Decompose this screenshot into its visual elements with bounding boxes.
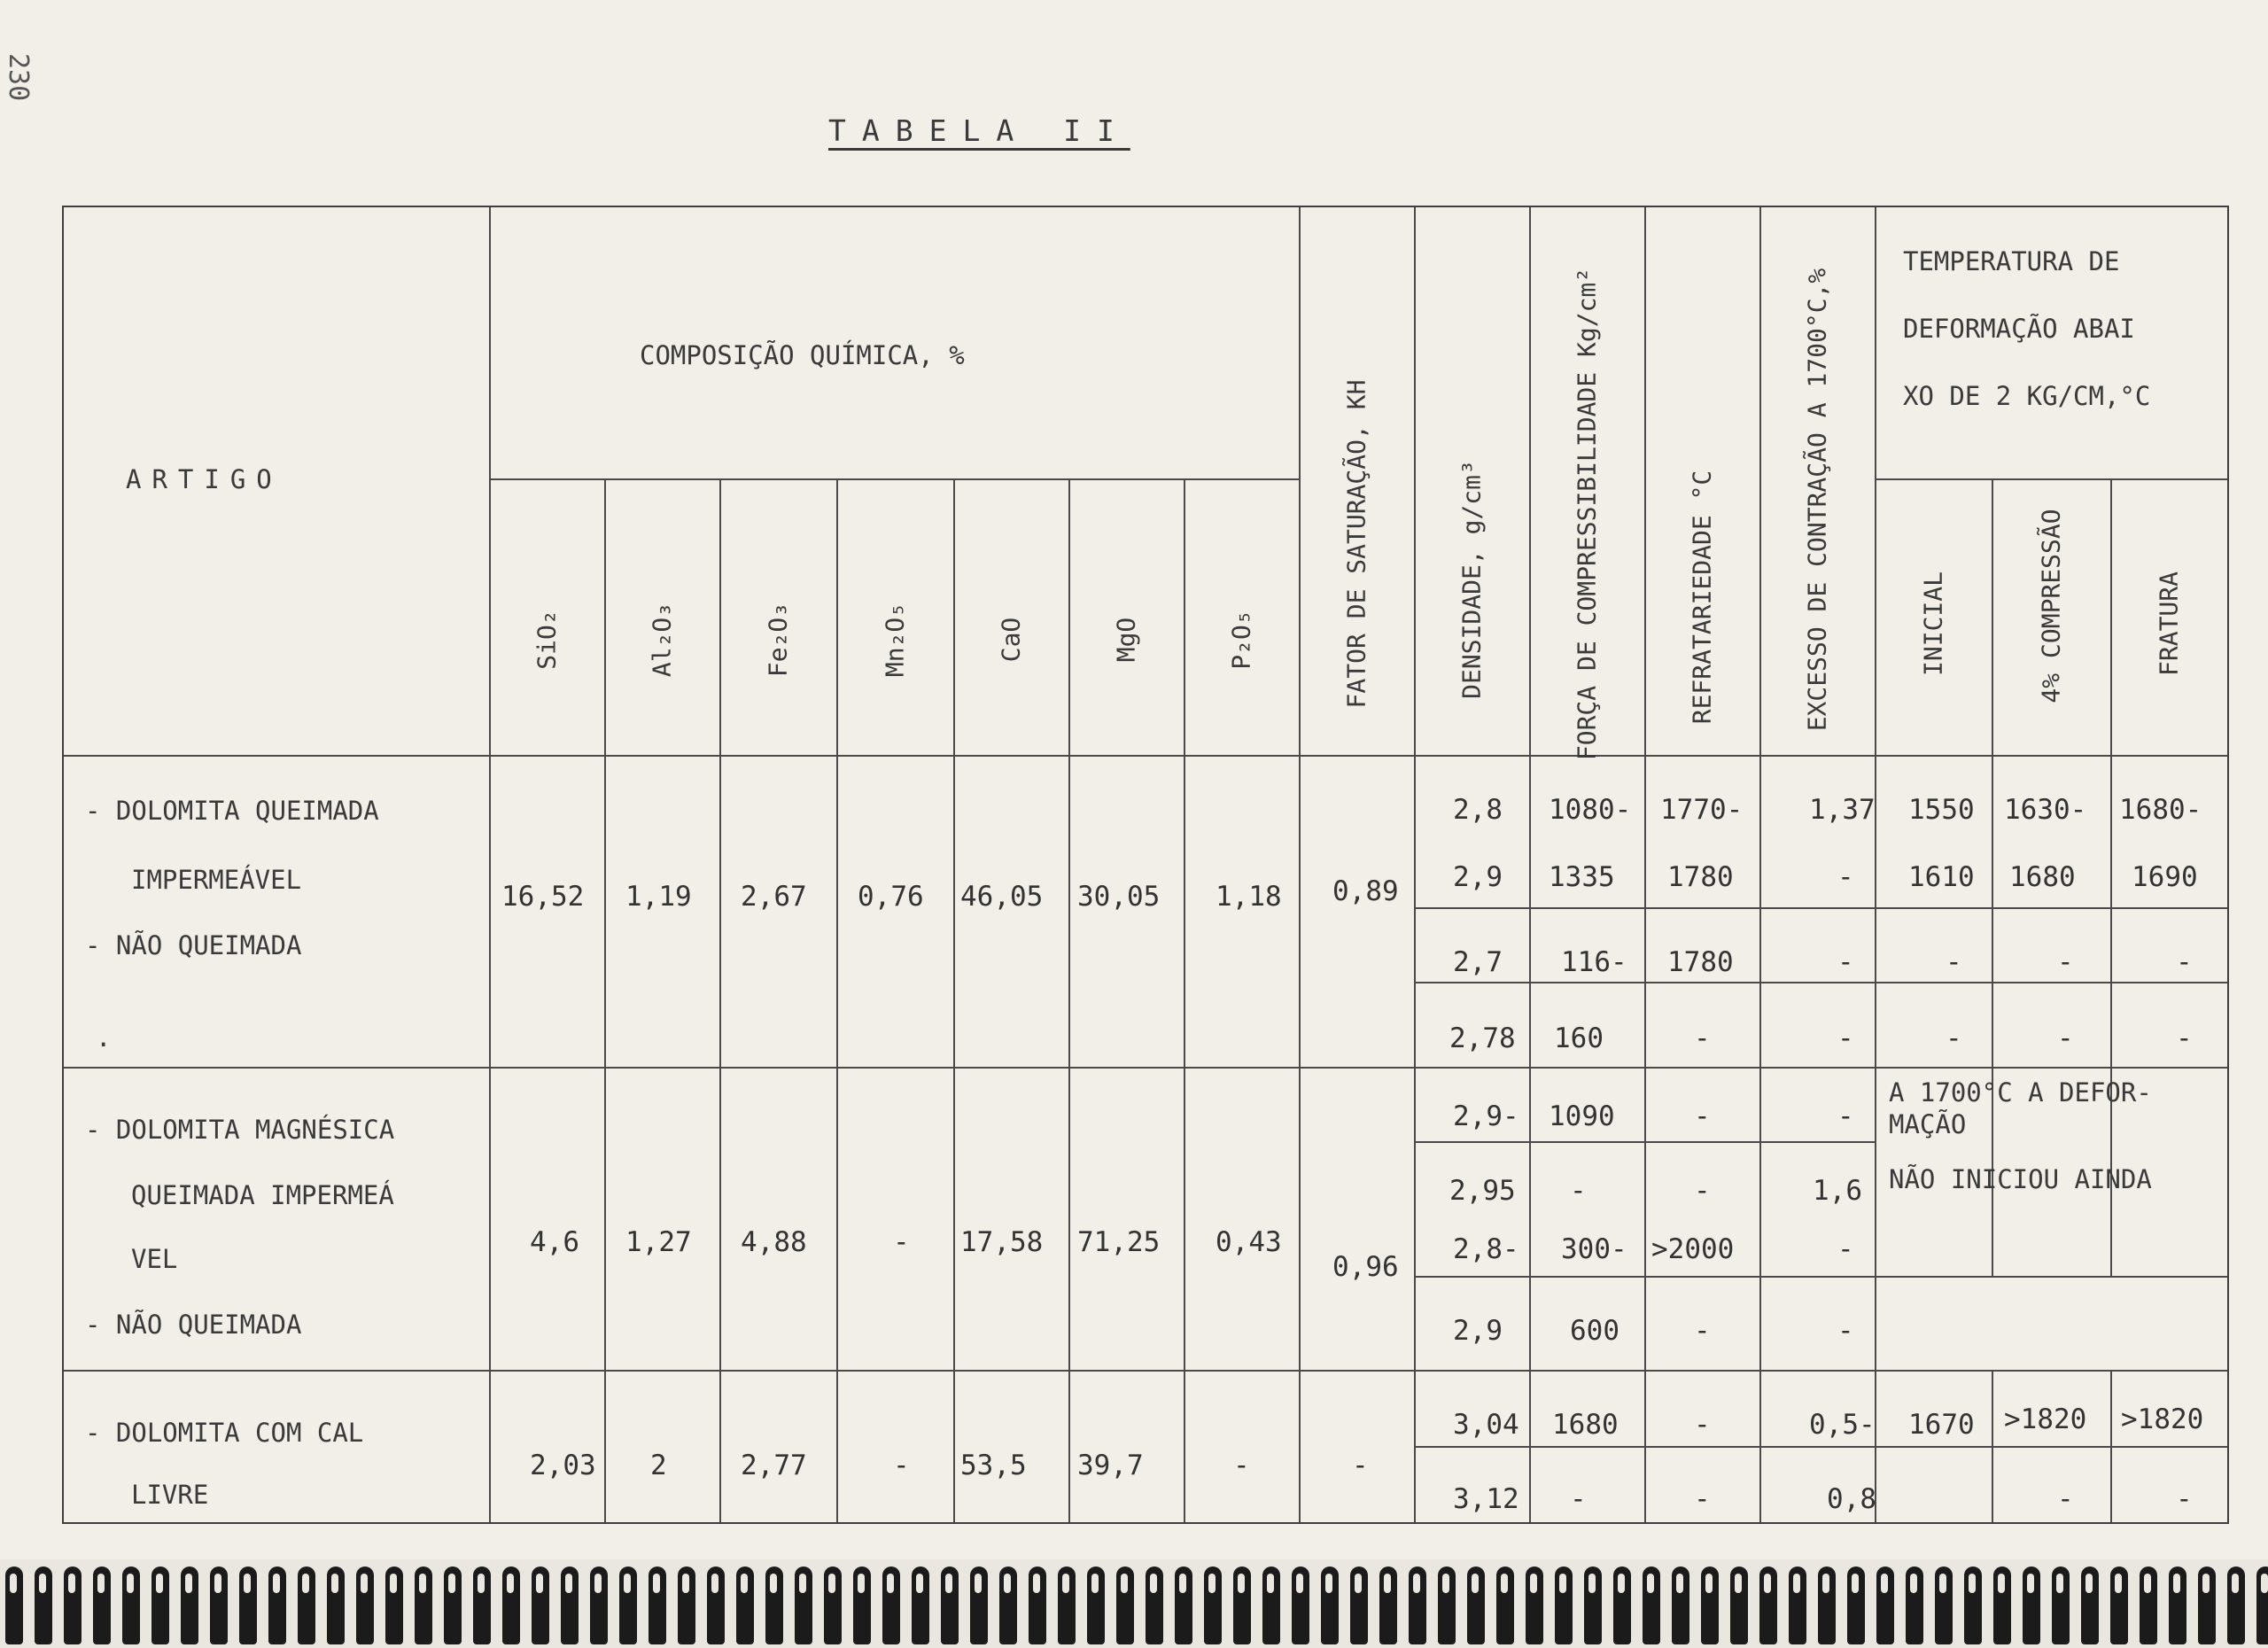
binding-coil [2227,1566,2245,1644]
refrat-value: >2000 [1651,1233,1735,1265]
binding-coil [1730,1566,1748,1644]
refrat-value: - [1694,1022,1711,1054]
binding-coil [1643,1566,1660,1644]
row-divider [64,755,2227,757]
forca-header: FORÇA DE COMPRESSIBILIDADE Kg/cm² [1572,267,1602,761]
binding-coil [999,1566,1017,1644]
temperatura-header-line2: DEFORMAÇÃO ABAI [1903,314,2135,344]
forca-value: 1080- [1549,794,1632,826]
data-table [62,206,2229,1524]
col-divider [1068,478,1070,1522]
densidade-value: 2,8 [1453,794,1503,826]
refrat-value: 1780 [1667,946,1734,978]
excesso-value: - [1837,946,1854,978]
oxide-fe2o3: Fe₂O₃ [763,602,793,678]
binding-coil [941,1566,959,1644]
temp-note: NÃO INICIOU AINDA [1889,1164,2152,1194]
inicial-value: 1550 [1908,794,1975,826]
densidade-value: 2,7 [1453,946,1503,978]
refrat-value: - [1694,1315,1711,1347]
article-label: - DOLOMITA MAGNÉSICA [85,1115,395,1145]
temp-note: MAÇÃO [1889,1109,1967,1139]
temp-fratura-header: FRATURA [2154,571,2184,677]
binding-coil [1993,1566,2011,1644]
inicial-value: 1610 [1908,861,1975,893]
col-divider [2110,478,2112,1276]
col-divider [719,478,721,1522]
row-divider [1414,982,2227,983]
binding-coil [1438,1566,1456,1644]
excesso-value: 1,6 [1813,1175,1862,1207]
binding-coil [795,1566,812,1644]
comp-value: 2,67 [741,881,807,913]
binding-coil [268,1566,286,1644]
binding-coil [415,1566,432,1644]
row-divider [1414,1446,2227,1448]
binding-coil [882,1566,900,1644]
comp-value: 1,27 [625,1226,692,1258]
binding-coil [1029,1566,1046,1644]
oxide-p2o5: P₂O₅ [1226,610,1256,670]
excesso-value: 1,37 [1809,794,1876,826]
inicial-value: - [1946,946,1962,978]
fator-value: 0,89 [1332,875,1399,907]
binding-coil [1701,1566,1719,1644]
binding-coil [356,1566,374,1644]
binding-coil [1204,1566,1222,1644]
temperatura-header-line3: XO DE 2 KG/CM,°C [1903,381,2151,411]
comp-value: 0,76 [858,881,924,913]
binding-coil [151,1566,169,1644]
col-divider [1992,478,1993,1276]
comp-value: 1,19 [625,881,692,913]
binding-coil [1146,1566,1163,1644]
binding-coil [649,1566,666,1644]
compressao-value: 1680 [2009,861,2076,893]
forca-value: 300- [1561,1233,1627,1265]
binding-coil [1467,1566,1485,1644]
fratura-value: - [2176,1022,2193,1054]
row-divider [1414,1141,1875,1143]
refrat-value: 1770- [1660,794,1744,826]
excesso-value: - [1837,1233,1854,1265]
col-divider [836,478,838,1522]
densidade-value: 3,04 [1453,1409,1519,1441]
inicial-value: - [1946,1022,1962,1054]
refrat-value: - [1694,1100,1711,1132]
densidade-value: 2,9 [1453,1315,1503,1347]
binding-coil [1233,1566,1251,1644]
article-label: . [96,1022,112,1053]
article-label: IMPERMEÁVEL [131,865,302,895]
forca-value: 1090 [1549,1100,1615,1132]
refrat-value: - [1694,1175,1711,1207]
comp-value: - [893,1450,910,1481]
binding-coil [1613,1566,1631,1644]
densidade-value: 2,9- [1453,1100,1519,1132]
binding-coil [502,1566,520,1644]
binding-coil [1847,1566,1865,1644]
fratura-value: - [2176,946,2193,978]
row-divider [1414,907,2227,909]
binding-coil [707,1566,725,1644]
comp-value: 46,05 [960,881,1044,913]
binding-coil [736,1566,754,1644]
temp-compressao-header: 4% COMPRESSÃO [2036,509,2066,704]
compressao-value: 1630- [2004,794,2087,826]
binding-coil [298,1566,315,1644]
binding-coil [561,1566,579,1644]
row-divider [64,1370,2227,1372]
excesso-value: 0,5- [1809,1409,1876,1441]
col-divider [1299,207,1301,1522]
binding-coil [5,1566,23,1644]
col-divider [953,478,955,1522]
binding-coil [1409,1566,1426,1644]
binding-coil [1350,1566,1368,1644]
excesso-value: - [1837,1022,1854,1054]
densidade-value: 3,12 [1453,1483,1519,1515]
col-divider [1414,207,1416,1522]
binding-coil [1292,1566,1309,1644]
comp-value: 2,77 [741,1450,807,1481]
col-divider [1759,207,1761,1522]
col-divider [489,207,491,1522]
binding-coil [122,1566,140,1644]
comp-value: 17,58 [960,1226,1044,1258]
table-title: TABELA II [828,113,1130,148]
binding-coil [1672,1566,1689,1644]
binding-coil [1526,1566,1543,1644]
compressao-value: - [2057,1483,2074,1515]
comp-value: 2 [650,1450,667,1481]
excesso-value: - [1837,1315,1854,1347]
article-label: - NÃO QUEIMADA [85,1310,302,1340]
article-label: LIVRE [131,1480,209,1510]
refrat-value: - [1694,1483,1711,1515]
binding-coil [239,1566,257,1644]
binding-coil [2169,1566,2186,1644]
binding-coil [1058,1566,1076,1644]
composicao-header: COMPOSIÇÃO QUÍMICA, % [640,340,965,370]
col-divider [1184,478,1185,1522]
row-divider [1414,1276,2227,1278]
article-label: - DOLOMITA COM CAL [85,1418,364,1448]
binding-coil [1818,1566,1836,1644]
comp-value: 71,25 [1077,1226,1161,1258]
densidade-header: DENSIDADE, g/cm³ [1456,460,1487,699]
comp-value: 2,03 [530,1450,596,1481]
excesso-value: 0,8 [1827,1483,1876,1515]
binding-coil [2023,1566,2040,1644]
compressao-value: - [2057,1022,2074,1054]
binding-coil [385,1566,403,1644]
col-divider [1644,207,1646,1522]
compressao-value: - [2057,946,2074,978]
binding-coil [590,1566,608,1644]
binding-coil [2140,1566,2157,1644]
binding-coil [327,1566,345,1644]
row-divider [64,1067,2227,1069]
binding-coil [765,1566,783,1644]
binding-coil [1175,1566,1192,1644]
binding-coil [1935,1566,1953,1644]
binding-coil [824,1566,842,1644]
article-label: - NÃO QUEIMADA [85,930,302,960]
forca-value: - [1570,1483,1587,1515]
binding-coil [1555,1566,1573,1644]
fator-header: FATOR DE SATURAÇÃO, KH [1341,379,1371,709]
col-divider [604,478,606,1522]
artigo-header: ARTIGO [126,464,283,494]
forca-value: - [1570,1175,1587,1207]
binding-coil [210,1566,228,1644]
binding-coil [970,1566,988,1644]
binding-coil [93,1566,111,1644]
temperatura-header-line1: TEMPERATURA DE [1903,246,2120,276]
forca-value: 1335 [1549,861,1615,893]
excesso-header: EXCESSO DE CONTRAÇÃO A 1700°C,% [1802,268,1832,732]
comp-value: 39,7 [1077,1450,1144,1481]
densidade-value: 2,9 [1453,861,1503,893]
forca-value: 160 [1554,1022,1604,1054]
refrat-header: REFRATARIEDADE °C [1687,470,1717,725]
oxide-mgo: MgO [1111,617,1141,663]
densidade-value: 2,78 [1449,1022,1516,1054]
comp-value: 1,18 [1216,881,1282,913]
article-label: QUEIMADA IMPERMEÁ [131,1180,394,1210]
oxide-al2o3: Al₂O₃ [647,602,677,678]
binding-coil [678,1566,695,1644]
comp-value: 30,05 [1077,881,1161,913]
fator-value: 0,96 [1332,1251,1399,1283]
comp-value: 4,88 [741,1226,807,1258]
col-divider [1875,207,1876,1522]
binding-coil [1496,1566,1514,1644]
binding-coil [1964,1566,1982,1644]
inicial-value: 1670 [1908,1409,1975,1441]
refrat-value: - [1694,1409,1711,1441]
densidade-value: 2,95 [1449,1175,1516,1207]
row-divider [489,478,1299,480]
article-label: VEL [131,1244,178,1274]
binding-coil [1759,1566,1777,1644]
densidade-value: 2,8- [1453,1233,1519,1265]
binding-coil [1321,1566,1339,1644]
binding-coil [444,1566,462,1644]
binding-coil [35,1566,52,1644]
binding-coil [1116,1566,1134,1644]
fratura-value: >1820 [2121,1403,2204,1435]
page-number: 230 [3,53,34,102]
comp-value: 53,5 [960,1450,1027,1481]
forca-value: 600 [1570,1315,1619,1347]
col-divider [1529,207,1531,1522]
binding-coil [2256,1566,2268,1644]
forca-value: 1680 [1552,1409,1619,1441]
compressao-value: >1820 [2004,1403,2087,1435]
fator-value: - [1352,1450,1369,1481]
binding-coil [181,1566,198,1644]
oxide-cao: CaO [996,617,1026,663]
comp-value: - [893,1226,910,1258]
binding-coil [1906,1566,1923,1644]
comp-value: 16,52 [501,881,585,913]
binding-coil [619,1566,637,1644]
binding-coil [853,1566,871,1644]
comp-value: 0,43 [1216,1226,1282,1258]
comp-value: 4,6 [530,1226,579,1258]
binding-coil [2052,1566,2070,1644]
excesso-value: - [1837,861,1854,893]
binding-coil [1584,1566,1602,1644]
comp-value: - [1233,1450,1250,1481]
binding-coil [2198,1566,2216,1644]
excesso-value: - [1837,1100,1854,1132]
binding-coil [1876,1566,1894,1644]
binding-coil [532,1566,549,1644]
refrat-value: 1780 [1667,861,1734,893]
forca-value: 116- [1561,946,1627,978]
binding-coil [2081,1566,2099,1644]
binding-coil [1262,1566,1280,1644]
binding-coil [912,1566,929,1644]
binding-coil [1087,1566,1105,1644]
row-divider [1875,478,2227,480]
oxide-mn2o5: Mn₂O₅ [880,602,910,678]
fratura-value: 1680- [2119,794,2202,826]
fratura-value: 1690 [2132,861,2198,893]
oxide-sio2: SiO₂ [532,610,562,670]
binding-coil [64,1566,82,1644]
spiral-binding [0,1559,2268,1648]
binding-coil [1789,1566,1806,1644]
temp-inicial-header: INICIAL [1918,571,1948,677]
binding-coil [2110,1566,2128,1644]
temp-note: A 1700°C A DEFOR- [1889,1077,2152,1108]
fratura-value: - [2176,1483,2193,1515]
binding-coil [473,1566,491,1644]
article-label: - DOLOMITA QUEIMADA [85,796,379,826]
binding-coil [1379,1566,1397,1644]
